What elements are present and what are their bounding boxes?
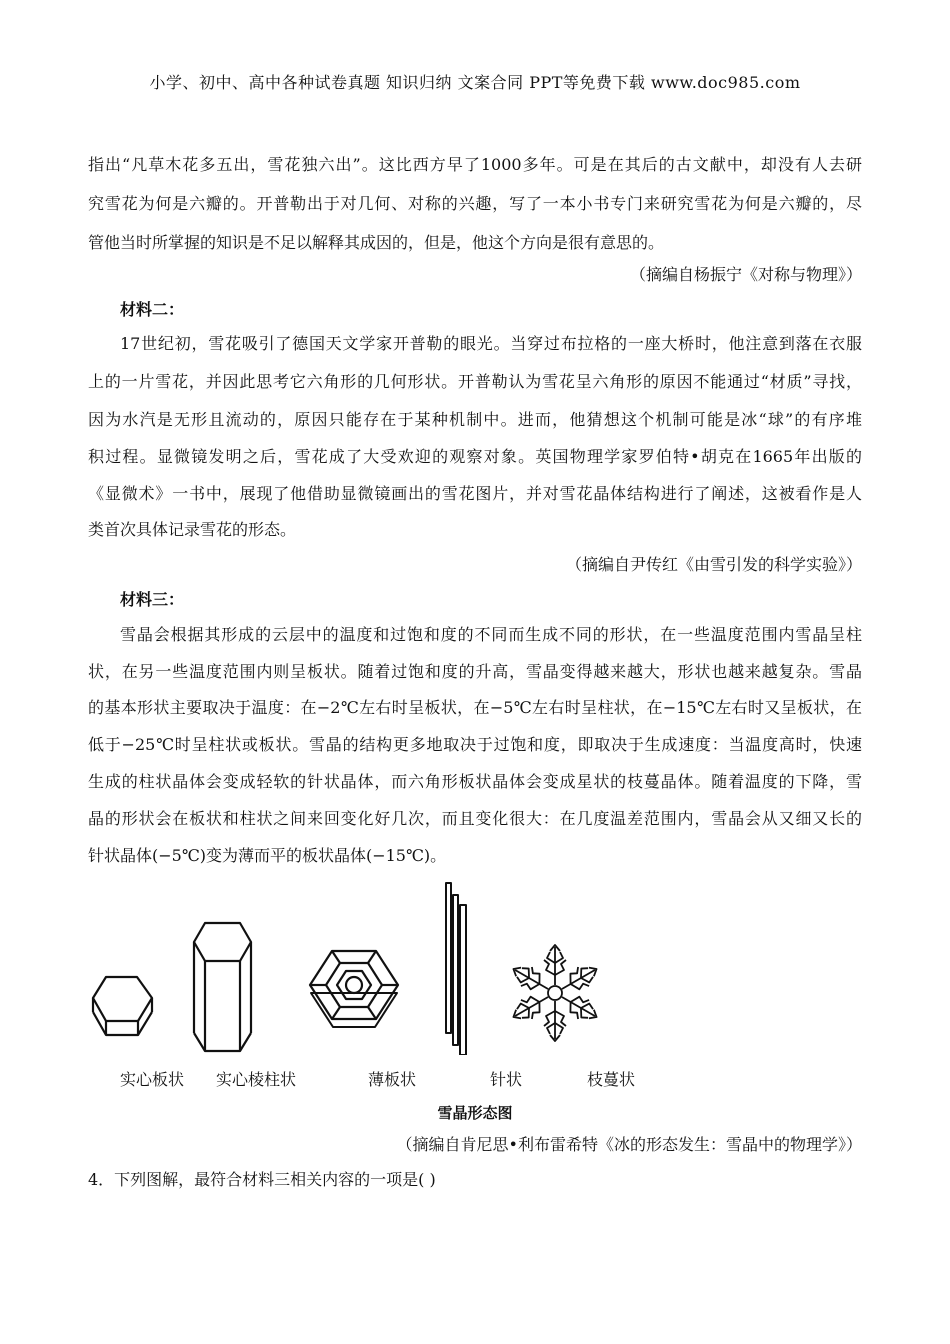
material2-heading: 材料二： — [120, 300, 185, 319]
caption-needle: 针状 — [490, 1070, 523, 1089]
material2-line-5: 《显微术》一书中，展现了他借助显微镜画出的雪花图片，并对雪花晶体结构进行了阐述，这被看作是人 — [88, 484, 862, 503]
material3-line-6: 晶的形状会在板状和柱状之间来回变化好几次，而且变化很大：在几度温差范围内，雪晶会从又细又长的 — [88, 809, 862, 828]
solid-prism-crystal — [194, 923, 251, 1051]
material3-line-7: 针状晶体(−5℃)变为薄而平的板状晶体(−15℃)。 — [88, 846, 447, 865]
material2-line-1: 17世纪初，雪花吸引了德国天文学家开普勒的眼光。当穿过布拉格的一座大桥时，他注意到落在衣服 — [120, 334, 862, 353]
page-header: 小学、初中、高中各种试卷真题 知识归纳 文案合同 PPT等免费下载 www.doc985.com — [149, 73, 801, 92]
material2-line-2: 上的一片雪花，并因此思考它六角形的几何形状。开普勒认为雪花呈六角形的原因不能通过“材质”寻找， — [88, 372, 862, 391]
material3-heading: 材料三： — [120, 590, 185, 609]
material1-line-2: 究雪花为何是六瓣的。开普勒出于对几何、对称的兴趣，写了一本小书专门来研究雪花为何是六瓣的，尽 — [88, 194, 862, 213]
material1-line-3: 管他当时所掌握的知识是不足以解释其成因的，但是，他这个方向是很有意思的。 — [88, 233, 665, 252]
dendrite-crystal — [508, 945, 602, 1041]
material3-line-4: 低于−25℃时呈柱状或板状。雪晶的结构更多地取决于过饱和度，即取决于生成速度：当温度高时，快速 — [88, 735, 862, 754]
material3-line-3: 的基本形状主要取决于温度：在−2℃左右时呈板状，在−5℃左右时呈柱状，在−15℃左右时又呈板状，在 — [88, 698, 862, 717]
material2-source: （摘编自尹传红《由雪引发的科学实验》） — [565, 555, 862, 574]
caption-thin-plate: 薄板状 — [368, 1070, 417, 1089]
question-4: 4．下列图解，最符合材料三相关内容的一项是( ) — [88, 1170, 436, 1189]
figure-title: 雪晶形态图 — [437, 1104, 513, 1122]
material2-line-4: 积过程。显微镜发明之后，雪花成了大受欢迎的观察对象。英国物理学家罗伯特•胡克在1665年出版的 — [88, 447, 862, 466]
thin-plate-crystal — [310, 951, 398, 1027]
material3-line-5: 生成的柱状晶体会变成轻软的针状晶体，而六角形板状晶体会变成星状的枝蔓晶体。随着温度的下降，雪 — [88, 772, 862, 791]
solid-plate-crystal — [93, 977, 152, 1035]
caption-solid-prism: 实心棱柱状 — [216, 1070, 297, 1089]
material1-line-1: 指出“凡草木花多五出，雪花独六出”。这比西方早了1000多年。可是在其后的古文献中，却没有人去研 — [88, 155, 862, 174]
caption-dendrite: 枝蔓状 — [587, 1070, 636, 1089]
material3-line-1: 雪晶会根据其形成的云层中的温度和过饱和度的不同而生成不同的形状，在一些温度范围内雪晶呈柱 — [120, 625, 862, 644]
material3-source: （摘编自肯尼思•利布雷希特《冰的形态发生：雪晶中的物理学》） — [396, 1135, 862, 1154]
caption-solid-plate: 实心板状 — [120, 1070, 185, 1089]
needle-crystal — [446, 883, 466, 1055]
snow-crystal-figure — [0, 875, 950, 1055]
material1-source: （摘编自杨振宁《对称与物理》） — [629, 265, 862, 284]
material3-line-2: 状，在另一些温度范围内则呈板状。随着过饱和度的升高，雪晶变得越来越大，形状也越来越复杂。雪晶 — [88, 662, 862, 681]
material2-line-3: 因为水汽是无形且流动的，原因只能存在于某种机制中。进而，他猜想这个机制可能是冰“球”的有序堆 — [88, 410, 862, 429]
material2-line-6: 类首次具体记录雪花的形态。 — [88, 520, 297, 539]
